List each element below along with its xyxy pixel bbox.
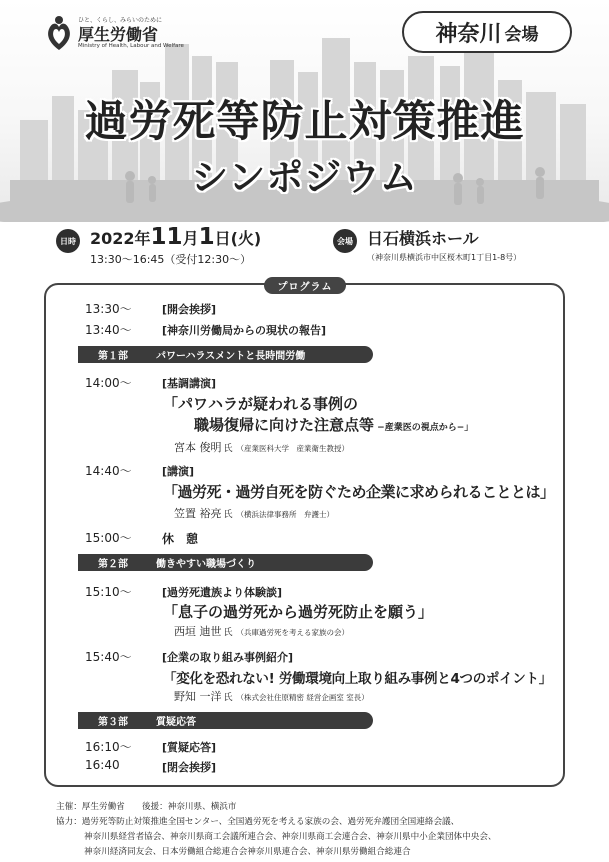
- break-label: 休 憩: [162, 532, 199, 546]
- keynote-speaker-affiliation: （産業医科大学 産業衛生教授）: [236, 444, 350, 453]
- program-heading-text: プログラム: [277, 282, 333, 293]
- venue-suffix: 会場: [504, 24, 539, 45]
- keynote-title-line-1: 「パワハラが疑われる事例の: [163, 395, 359, 413]
- place-tag: 会場: [333, 229, 357, 253]
- date-year: 2022年: [90, 229, 151, 248]
- lecture-time: 14:40～: [85, 464, 132, 478]
- talk1-speaker-honorific: 氏: [223, 628, 233, 638]
- logo-tagline: ひと、くらし、みらいのために: [78, 17, 163, 24]
- keynote-time: 14:00～: [85, 376, 132, 390]
- date-tag: 日時: [56, 229, 80, 253]
- lecture-title: 「過労死・過労自死を防ぐため企業に求められることとは」: [163, 483, 555, 501]
- keynote-title-line-2: 職場復帰に向けた注意点等: [194, 416, 375, 434]
- part-2-number: 第２部: [98, 559, 128, 570]
- part-1-number: 第１部: [98, 351, 128, 362]
- closing-label: [閉会挨拶]: [162, 761, 217, 774]
- part-1-title: パワーハラスメントと長時間労働: [156, 351, 306, 362]
- talk2-title: 「変化を恐れない! 労働環境向上取り組み事例と4つのポイント」: [163, 671, 552, 687]
- event-date: [90, 224, 261, 250]
- talk1-time: 15:10～: [85, 585, 132, 599]
- talk2-type: [企業の取り組み事例紹介]: [162, 651, 294, 664]
- break-time: 15:00～: [85, 531, 132, 545]
- talk1-speaker-affiliation: （兵庫過労死を考える家族の会）: [236, 628, 350, 637]
- opening-time: 13:30～: [85, 302, 132, 316]
- part-3-title: 質疑応答: [156, 717, 196, 728]
- place-address: （神奈川県横浜市中区桜木町1丁目1-8号）: [367, 253, 522, 262]
- lecture-speaker-honorific: 氏: [223, 510, 233, 520]
- lecture-speaker: [174, 505, 334, 521]
- talk1-title: 「息子の過労死から過労死防止を願う」: [163, 603, 434, 621]
- keynote-subtitle: −産業医の視点から−」: [374, 423, 474, 433]
- footer-cooperation-line-1: 協力：過労死等防止対策推進全国センター、全国過労死を考える家族の会、過労死弁護団全国連絡会議、: [56, 817, 460, 827]
- talk1-speaker-name: 西垣 迪世: [174, 625, 222, 638]
- footer-cooperation-line-2: 神奈川県経営者協会、神奈川県商工会議所連合会、神奈川県商工会連合会、神奈川県中小企業団体中央会、: [84, 832, 497, 842]
- talk1-type: [過労死遺族より体験談]: [162, 586, 283, 599]
- venue-city: 神奈川: [435, 21, 502, 47]
- date-day: 1: [198, 224, 215, 250]
- ministry-logo: [44, 14, 219, 54]
- date-day-unit: 日: [214, 229, 231, 248]
- talk2-speaker-name: 野知 一洋: [174, 690, 222, 703]
- qa-label: [質疑応答]: [162, 741, 217, 754]
- talk2-speaker: [174, 688, 369, 704]
- logo-ministry-name: 厚生労働省: [78, 25, 159, 44]
- talk2-speaker-affiliation: （株式会社住原精密 経営企画室 室長）: [236, 693, 369, 702]
- talk2-speaker-honorific: 氏: [223, 693, 233, 703]
- title-line-1: 過労死等防止対策推進: [84, 97, 525, 147]
- footer-cooperation-line-3: 神奈川経済同友会、日本労働組合総連合会神奈川県連合会、神奈川県労働組合総連合: [84, 847, 411, 857]
- part-2-bar: [78, 554, 373, 571]
- ministry-emblem-icon: [44, 14, 74, 52]
- venue-badge: [402, 11, 572, 53]
- program-heading: [264, 277, 346, 294]
- part-3-number: 第３部: [98, 717, 128, 728]
- part-2-title: 働きやすい職場づくり: [156, 559, 256, 570]
- title-line-2: シンポジウム: [191, 156, 418, 199]
- part-3-bar: [78, 712, 373, 729]
- footer-sponsor: 主催：厚生労働省 後援：神奈川県、横浜市: [56, 802, 237, 812]
- part-1-bar: [78, 346, 373, 363]
- keynote-title-line-2-block: [194, 414, 473, 435]
- talk1-speaker: [174, 623, 349, 639]
- keynote-type: [基調講演]: [162, 377, 217, 390]
- lecture-speaker-name: 笠置 裕亮: [174, 507, 222, 520]
- date-weekday: (火): [230, 229, 262, 248]
- opening-label: [開会挨拶]: [162, 303, 217, 316]
- place-name: 日石横浜ホール: [367, 229, 479, 248]
- qa-time: 16:10～: [85, 740, 132, 754]
- closing-time: 16:40: [85, 758, 120, 772]
- report-time: 13:40～: [85, 323, 132, 337]
- date-month: 11: [150, 224, 183, 250]
- talk2-time: 15:40～: [85, 650, 132, 664]
- event-time: 13:30～16:45（受付12:30～）: [90, 253, 252, 266]
- lecture-speaker-affiliation: （横浜法律事務所 弁護士）: [236, 510, 335, 519]
- keynote-speaker: [174, 439, 349, 455]
- date-month-unit: 月: [182, 229, 199, 248]
- keynote-speaker-honorific: 氏: [223, 444, 233, 454]
- keynote-speaker-name: 宮本 俊明: [174, 441, 222, 454]
- logo-english-name: Ministry of Health, Labour and Welfare: [78, 43, 184, 49]
- report-label: [神奈川労働局からの現状の報告]: [162, 324, 327, 337]
- lecture-type: [講演]: [162, 465, 195, 478]
